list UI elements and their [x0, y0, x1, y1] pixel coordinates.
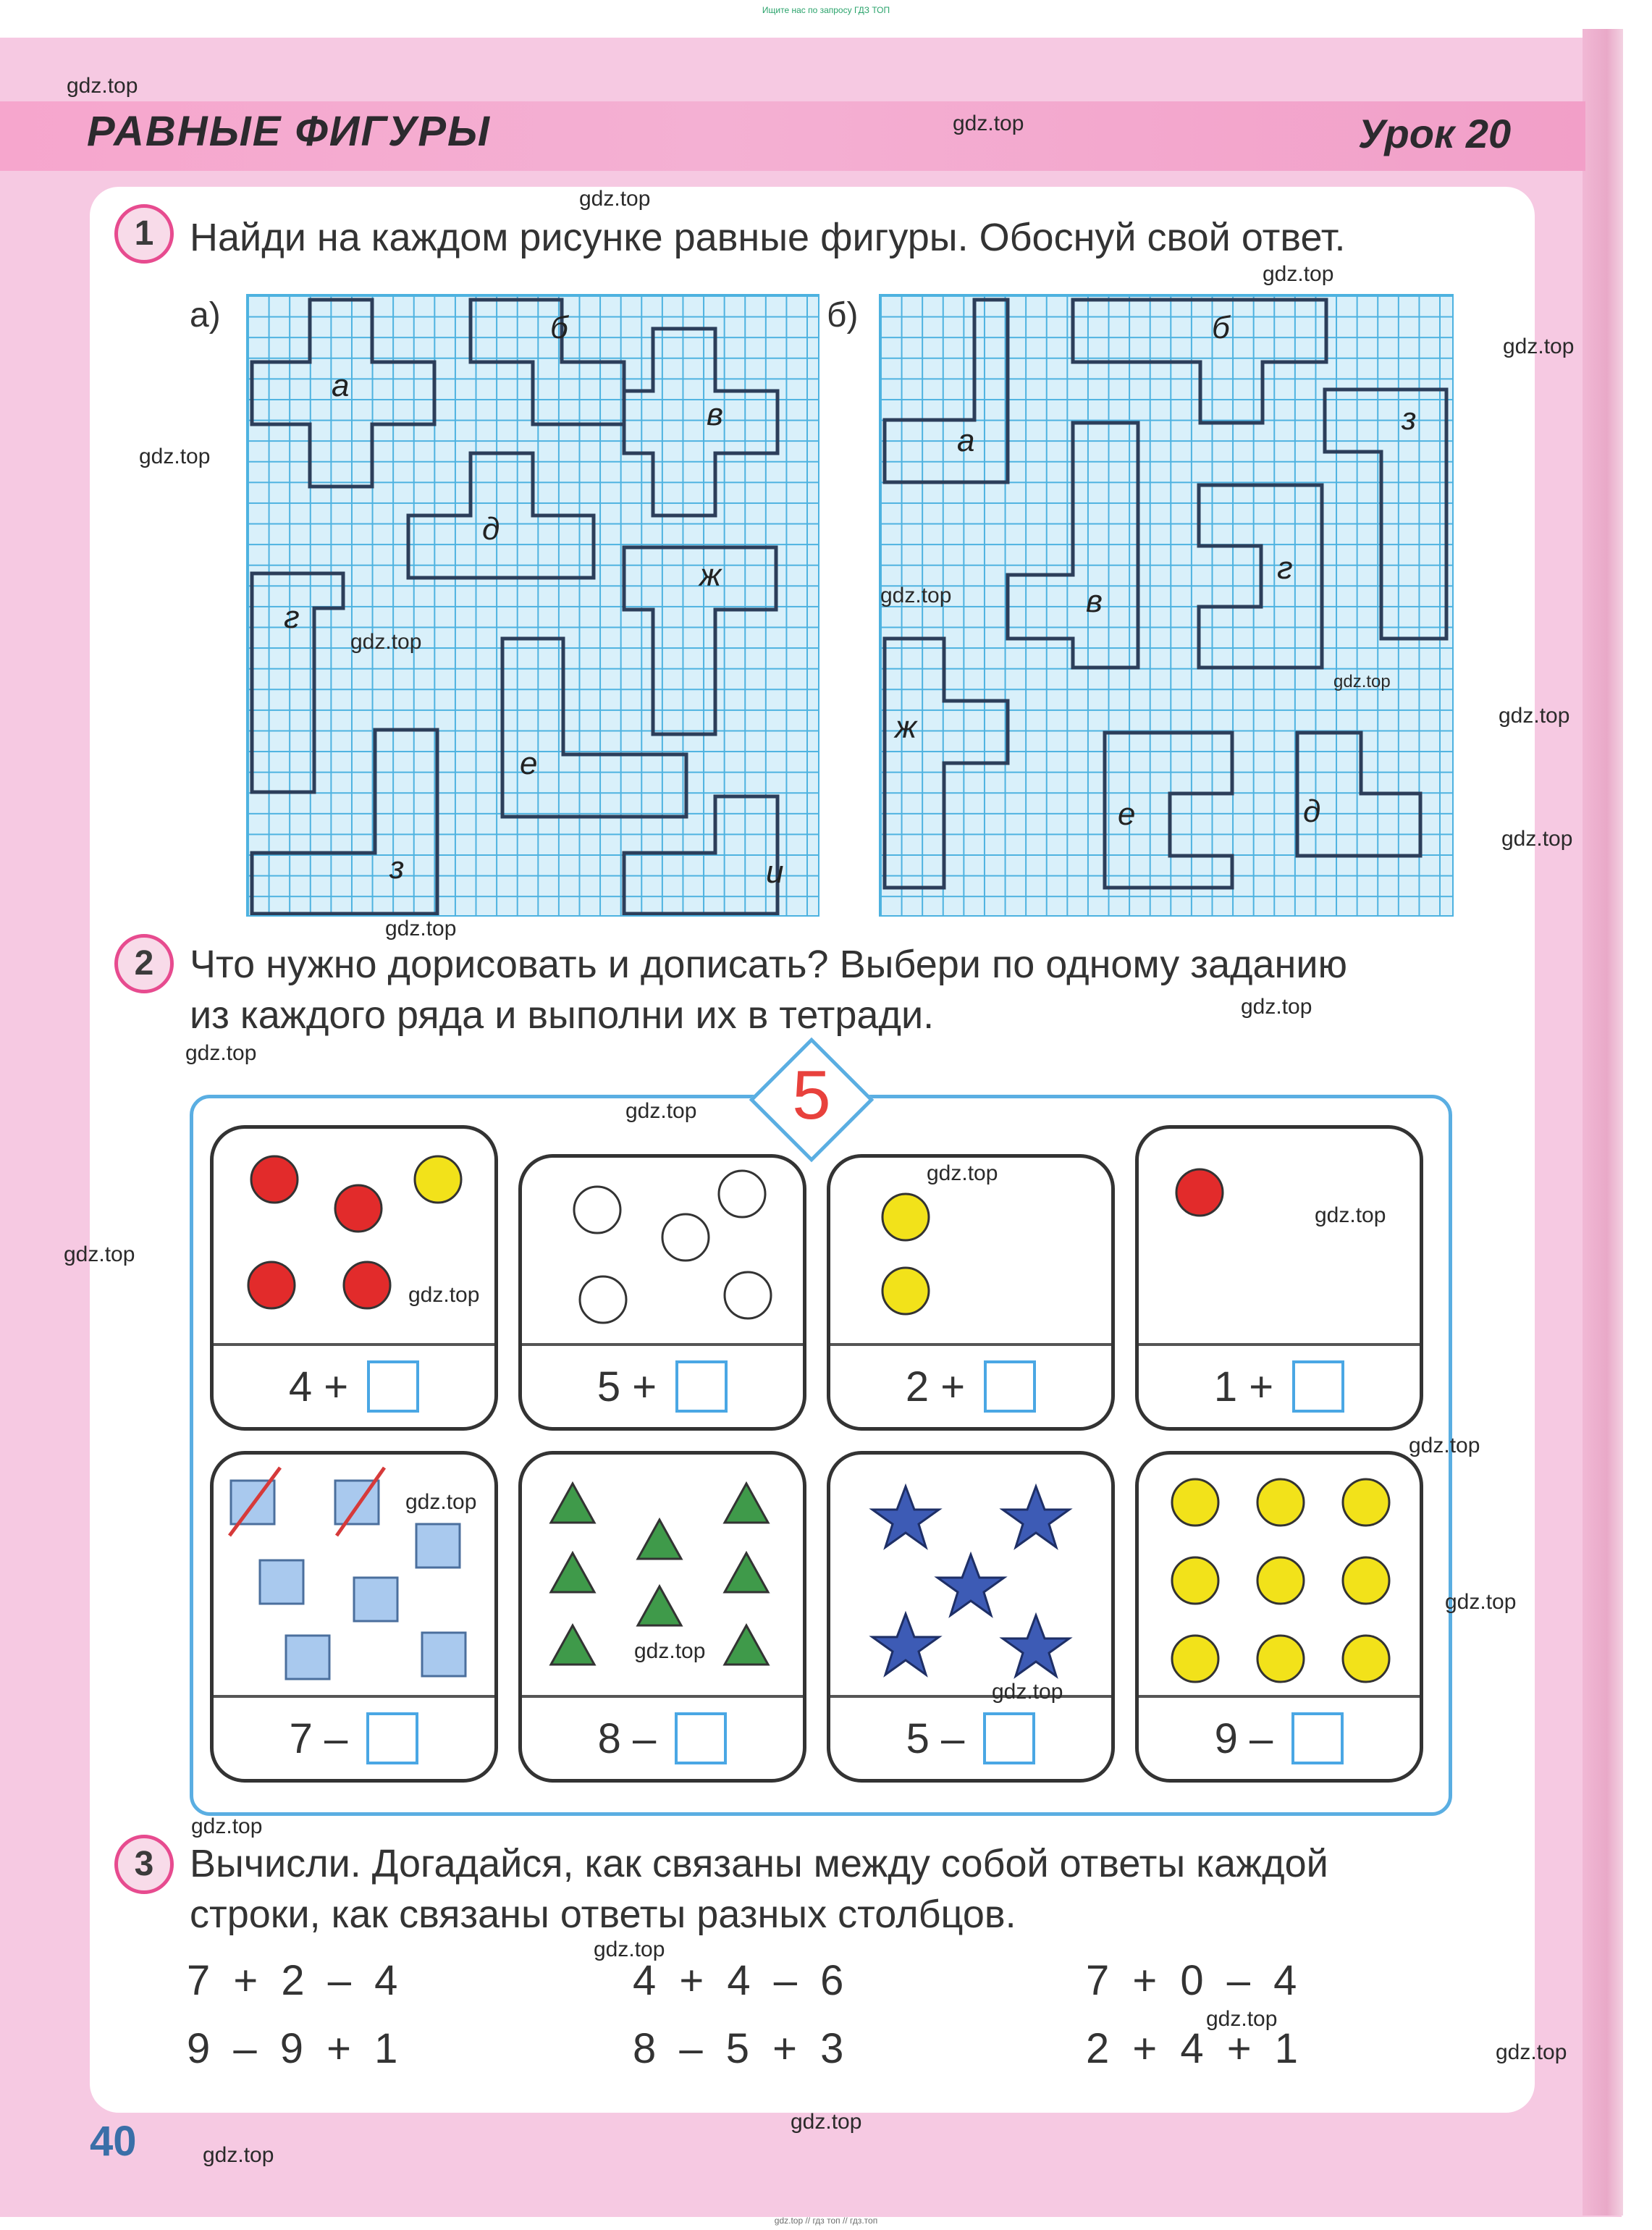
- figure-e-outline: [502, 639, 686, 817]
- card-2-picture: [522, 1158, 803, 1343]
- card-8-answer-box[interactable]: [1291, 1712, 1344, 1764]
- watermark: gdz.top: [1333, 672, 1391, 691]
- figure-b-zh-outline: [885, 639, 1008, 888]
- watermark: gdz.top: [1501, 827, 1573, 851]
- task-2-number: 2: [114, 934, 174, 993]
- figure-b-label-d: д: [1303, 794, 1321, 829]
- figure-label-v: в: [707, 397, 723, 432]
- figure-label-b: б: [550, 310, 568, 345]
- card-4-picture: [1139, 1129, 1420, 1343]
- watermark: gdz.top: [634, 1639, 706, 1663]
- page-number: 40: [90, 2118, 137, 2165]
- watermark: gdz.top: [350, 630, 422, 654]
- card-6-expression: [522, 1698, 803, 1779]
- grid-b-figures: [880, 295, 1452, 915]
- figure-label-d: д: [482, 511, 500, 547]
- figure-label-e: е: [520, 746, 538, 781]
- top-banner: Ищите нас по запросу ГДЗ ТОП: [762, 5, 890, 15]
- watermark: gdz.top: [185, 1041, 257, 1065]
- card-4-expr-text: 1 +: [1213, 1363, 1274, 1410]
- card-8-picture: [1139, 1455, 1420, 1695]
- figure-b-label-b: б: [1212, 310, 1230, 345]
- card-4: [1135, 1125, 1423, 1431]
- watermark: gdz.top: [927, 1161, 998, 1185]
- figure-b-label-e: е: [1118, 796, 1136, 832]
- watermark: gdz.top: [405, 1490, 477, 1514]
- figure-v-outline: [624, 329, 777, 516]
- card-2-answer-box[interactable]: [675, 1360, 728, 1413]
- watermark: gdz.top: [139, 445, 211, 468]
- figure-label-z: з: [389, 850, 405, 885]
- figure-b-v-outline: [1008, 423, 1138, 668]
- card-1-expr-text: 4 +: [288, 1363, 349, 1410]
- task-2-line-1: Что нужно дорисовать и дописать? Выбери по одному заданию: [190, 943, 1348, 986]
- figure-b-label-zh: ж: [895, 710, 917, 745]
- figure-b-label-g: г: [1277, 550, 1293, 586]
- watermark: gdz.top: [64, 1242, 135, 1266]
- figure-b-a-outline: [885, 300, 1008, 482]
- task-2-line-2: из каждого ряда и выполни их в тетради.: [190, 993, 935, 1037]
- card-3: [827, 1154, 1115, 1431]
- figure-d-outline: [408, 453, 594, 578]
- expression-r2-c1: 9 – 9 + 1: [187, 2025, 404, 2072]
- figure-b-outline: [471, 300, 624, 424]
- card-2: [518, 1154, 806, 1431]
- watermark: gdz.top: [992, 1680, 1063, 1704]
- task-3-line-2: строки, как связаны ответы разных столбцов.: [190, 1893, 1016, 1936]
- watermark: gdz.top: [1409, 1434, 1480, 1457]
- task-1-number: 1: [114, 204, 174, 264]
- page-title: РАВНЫЕ ФИГУРЫ: [87, 108, 492, 155]
- card-6: [518, 1451, 806, 1783]
- expression-r1-c1: 7 + 2 – 4: [187, 1957, 404, 2004]
- watermark: gdz.top: [1445, 1590, 1517, 1614]
- lesson-number: Урок 20: [1358, 111, 1512, 156]
- card-6-expr-text: 8 –: [597, 1714, 657, 1762]
- figure-b-label-v: в: [1086, 584, 1103, 619]
- task-1-part-b-label: б): [827, 296, 859, 334]
- figure-i-outline: [624, 796, 777, 914]
- grid-b: [879, 294, 1454, 917]
- target-number: 5: [792, 1056, 831, 1134]
- card-5-expr-text: 7 –: [289, 1714, 348, 1762]
- task-1-text: Найди на каждом рисунке равные фигуры. Обоснуй свой ответ.: [190, 216, 1346, 259]
- watermark: gdz.top: [791, 2110, 862, 2134]
- expression-r2-c2: 8 – 5 + 3: [633, 2025, 850, 2072]
- card-2-expr-text: 5 +: [597, 1363, 657, 1410]
- card-1-answer-box[interactable]: [367, 1360, 419, 1413]
- bottom-banner: gdz.top // гдз топ // гдз.топ: [774, 2216, 878, 2226]
- card-8-expression: [1139, 1698, 1420, 1779]
- watermark: gdz.top: [594, 1937, 665, 1961]
- watermark: gdz.top: [1241, 995, 1312, 1019]
- watermark: gdz.top: [1315, 1203, 1386, 1227]
- figure-b-g-outline: [1199, 485, 1322, 668]
- figure-b-b-outline: [1073, 300, 1326, 423]
- card-7-expr-text: 5 –: [906, 1714, 965, 1762]
- watermark: gdz.top: [1496, 2040, 1567, 2064]
- watermark: gdz.top: [1499, 704, 1570, 728]
- watermark: gdz.top: [880, 584, 952, 607]
- figure-label-a: а: [332, 368, 350, 403]
- figure-b-label-a: а: [957, 423, 975, 458]
- watermark: gdz.top: [191, 1814, 263, 1838]
- card-3-expression: [830, 1346, 1111, 1427]
- watermark: gdz.top: [385, 917, 457, 941]
- figure-b-z-outline: [1325, 390, 1446, 639]
- watermark: gdz.top: [67, 74, 138, 98]
- card-3-answer-box[interactable]: [984, 1360, 1036, 1413]
- watermark: gdz.top: [1503, 334, 1575, 358]
- expression-r1-c2: 4 + 4 – 6: [633, 1957, 850, 2004]
- expression-r2-c3: 2 + 4 + 1: [1086, 2025, 1304, 2072]
- card-5-answer-box[interactable]: [366, 1712, 418, 1764]
- card-2-expression: [522, 1346, 803, 1427]
- card-5-expression: [214, 1698, 494, 1779]
- figure-label-i: и: [766, 854, 784, 890]
- watermark: gdz.top: [408, 1283, 480, 1307]
- card-1-expression: [214, 1346, 494, 1427]
- expression-r1-c3: 7 + 0 – 4: [1086, 1957, 1303, 2004]
- watermark: gdz.top: [203, 2143, 274, 2167]
- card-7-picture: [830, 1455, 1111, 1695]
- book-spine: [1583, 29, 1623, 2216]
- card-8: [1135, 1451, 1423, 1783]
- figure-b-label-z: з: [1402, 401, 1417, 437]
- watermark: gdz.top: [579, 187, 651, 211]
- card-8-expr-text: 9 –: [1214, 1714, 1273, 1762]
- watermark: gdz.top: [1206, 2007, 1278, 2031]
- card-4-answer-box[interactable]: [1292, 1360, 1344, 1413]
- card-4-expression: [1139, 1346, 1420, 1427]
- card-7-expression: [830, 1698, 1111, 1779]
- figure-z-outline: [252, 730, 437, 914]
- card-1: [210, 1125, 498, 1431]
- card-3-expr-text: 2 +: [905, 1363, 966, 1410]
- card-7-answer-box[interactable]: [983, 1712, 1035, 1764]
- watermark: gdz.top: [1263, 262, 1334, 286]
- card-6-answer-box[interactable]: [675, 1712, 727, 1764]
- task-1-part-a-label: а): [190, 296, 221, 334]
- task-3-line-1: Вычисли. Догадайся, как связаны между собой ответы каждой: [190, 1842, 1328, 1885]
- task-3-number: 3: [114, 1835, 174, 1894]
- card-1-picture: [214, 1129, 494, 1343]
- figure-label-g: г: [284, 599, 300, 635]
- figure-label-zh: ж: [699, 558, 722, 593]
- watermark: gdz.top: [625, 1099, 697, 1123]
- card-7: [827, 1451, 1115, 1783]
- watermark: gdz.top: [953, 112, 1024, 135]
